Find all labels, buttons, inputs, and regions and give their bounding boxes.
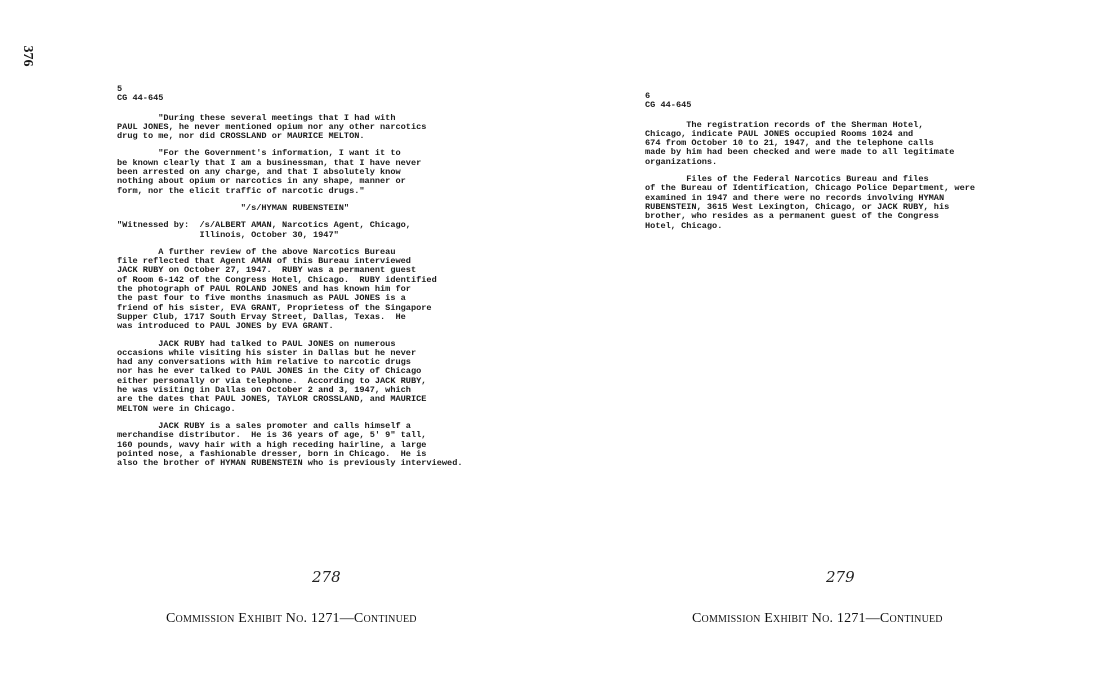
left-handwritten-number: 278 — [312, 568, 341, 586]
left-paragraph-1: "During these several meetings that I had with PAUL JONES, he never mentioned opium nor any other narcotics drug to me, nor did CROSSLAND or MAURICE MELTON. — [117, 112, 427, 142]
right-caption: Commission Exhibit No. 1271—Continued — [692, 611, 943, 626]
right-page-number: 6 — [645, 91, 651, 101]
left-file-number: CG 44-645 — [117, 93, 164, 104]
left-paragraph-4: JACK RUBY had talked to PAUL JONES on numerous occasions while visiting his sister in Dallas but he never had any conversations with him relative to narcotic drugs nor has he ever talked to PAUL JONES in the City of Chicago either personally or via telephone. According to JACK RUBY, he was visiting in Dallas on October 2 and 3, 1947, which are the dates that PAUL JONES, TAYLOR CROSSLAND, and MAURICE MELTON were in Chicago. — [117, 338, 427, 414]
left-paragraph-5: JACK RUBY is a sales promoter and calls himself a merchandise distributor. He is 36 years of age, 5' 9" tall, 160 pounds, wavy hair with a high receding hairline, a large pointed nose, a fashionable dresser, born in Chicago. He is also the brother of HYMAN RUBENSTEIN who is previously interviewed. — [117, 420, 463, 469]
left-paragraph-3: A further review of the above Narcotics Bureau file reflected that Agent AMAN of this Bureau interviewed JACK RUBY on October 27, 1947. RUBY was a permanent guest of Room 6-142 of the Congress Hotel, Chicago. RUBY identified the photograph of PAUL ROLAND JONES and has known him for the past four to five months inasmuch as PAUL JONES is a friend of his sister, EVA GRANT, Proprietess of the Singapore Supper Club, 1717 South Ervay Street, Dallas, Texas. He was introduced to PAUL JONES by EVA GRANT. — [117, 246, 437, 332]
left-signature: "/s/HYMAN RUBENSTEIN" — [117, 202, 350, 213]
left-page-number: 5 — [117, 84, 123, 94]
right-paragraph-1: The registration records of the Sherman Hotel, Chicago, indicate PAUL JONES occupied Rooms 1024 and 674 from October 10 to 21, 1947, and the telephone calls made by him had been checked and were made to all legitimate organizations. — [645, 119, 955, 167]
right-file-number: CG 44-645 — [645, 100, 692, 111]
left-paragraph-2: "For the Government's information, I want it to be known clearly that I am a businessman, that I have never been arrested on any charge, and that I absolutely know nothing about opium or narcotics in any shape, manner or form, nor the elicit traffic of narcotic drugs." — [117, 148, 422, 196]
right-handwritten-number: 279 — [826, 568, 855, 586]
right-page-body — [645, 92, 1020, 231]
left-page-body — [117, 85, 502, 468]
left-witness: "Witnessed by: /s/ALBERT AMAN, Narcotics Agent, Chicago, Illinois, October 30, 1947" — [117, 220, 411, 240]
side-page-number: 376 — [20, 45, 35, 67]
left-caption: Commission Exhibit No. 1271—Continued — [166, 611, 417, 626]
right-paragraph-2: Files of the Federal Narcotics Bureau and files of the Bureau of Identification, Chicago Police Department, were examined in 1947 and there were no records involving HYMAN RUBENSTEIN, 3615 West Lexington, Chicago, or JACK RUBY, his brother, who resides as a permanent guest of the Congress Hotel, Chicago. — [645, 174, 976, 231]
